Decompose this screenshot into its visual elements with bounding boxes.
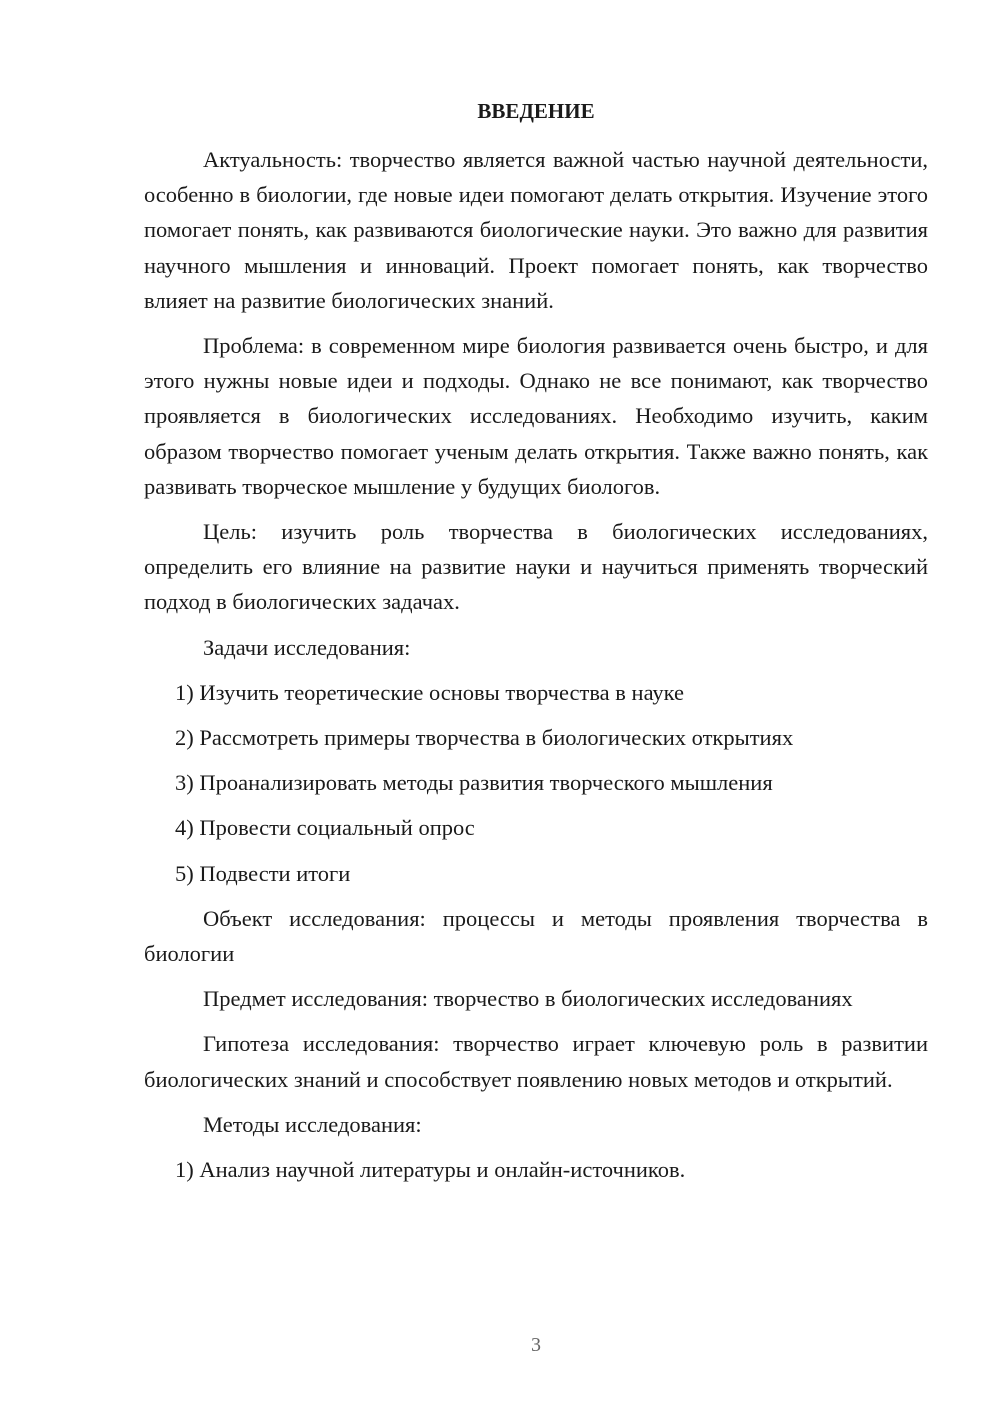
- list-item: 4) Провести социальный опрос: [175, 815, 475, 841]
- relevance-paragraph: Актуальность: творчество является важной частью научной деятельности, особенно в биологии, где новые идеи помогают делать открытия. Изучение этого помогает понять, как развиваются биологические науки. Это важно для развития научного мышления и инноваций. Проект помогает понять, как творчество влияет на развитие биологических знаний.: [144, 147, 928, 313]
- section-title: ВВЕДЕНИЕ: [477, 99, 595, 123]
- list-item: 1) Анализ научной литературы и онлайн-источников.: [175, 1157, 686, 1183]
- list-item: 1) Изучить теоретические основы творчества в науке: [175, 679, 685, 705]
- methods-heading: Методы исследования:: [203, 1111, 422, 1137]
- goal-paragraph: Цель: изучить роль творчества в биологических исследованиях, определить его влияние на развитие науки и научиться применять творческий подход в биологических задачах.: [144, 519, 928, 615]
- tasks-list: [144, 675, 928, 891]
- problem-paragraph: Проблема: в современном мире биология развивается очень быстро, и для этого нужны новые идеи и подходы. Однако не все понимают, как творчество проявляется в биологических исследованиях. Необходимо изучить, каким образом творчество помогает ученым делать открытия. Также важно понять, как развивать творческое мышление у будущих биологов.: [144, 333, 928, 499]
- document-page: [144, 96, 928, 1197]
- tasks-heading: Задачи исследования:: [203, 634, 411, 660]
- object-paragraph: Объект исследования: процессы и методы проявления творчества в биологии: [144, 905, 928, 967]
- list-item: 2) Рассмотреть примеры творчества в биологических открытиях: [175, 725, 794, 751]
- list-item: 3) Проанализировать методы развития творческого мышления: [175, 770, 773, 796]
- hypothesis-paragraph: Гипотеза исследования: творчество играет ключевую роль в развитии биологических знаний и способствует появлению новых методов и открытий.: [144, 1031, 928, 1092]
- list-item: 5) Подвести итоги: [175, 860, 351, 886]
- methods-list: [144, 1152, 928, 1187]
- page-number: 3: [531, 1334, 541, 1356]
- subject-paragraph: Предмет исследования: творчество в биологических исследованиях: [203, 986, 853, 1012]
